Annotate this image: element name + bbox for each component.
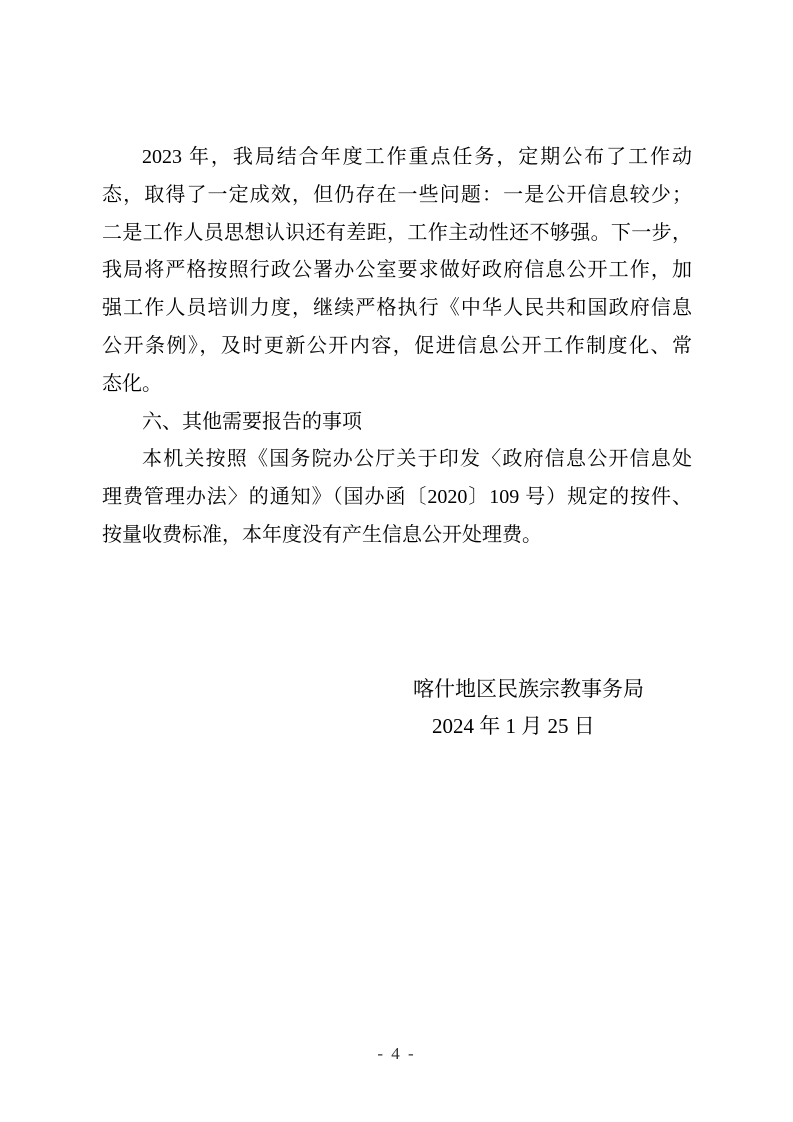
paragraph-line: 态，取得了一定成效，但仍存在一些问题：一是公开信息较少；: [102, 183, 692, 206]
paragraph-line: 强工作人员培训力度，继续严格执行《中华人民共和国政府信息: [102, 297, 692, 320]
paragraph-line: 理费管理办法〉的通知》（国办函〔2020〕109 号）规定的按件、: [102, 486, 692, 509]
page-number: - 4 -: [377, 1044, 416, 1063]
paragraph-line: 我局将严格按照行政公署办公室要求做好政府信息公开工作，加: [102, 259, 692, 282]
signature-organization: 喀什地区民族宗教事务局: [413, 677, 644, 701]
paragraph-line: 按量收费标准，本年度没有产生信息公开处理费。: [102, 523, 542, 546]
paragraph-line: 2023 年，我局结合年度工作重点任务，定期公布了工作动: [142, 146, 692, 168]
paragraph-summary: [102, 139, 692, 404]
paragraph-line: 本机关按照《国务院办公厅关于印发〈政府信息公开信息处: [142, 448, 692, 471]
section-heading: 六、其他需要报告的事项: [142, 410, 362, 433]
paragraph-line: 二是工作人员思想认识还有差距，工作主动性还不够强。下一步，: [102, 221, 692, 244]
signature-date: 2024 年 1 月 25 日: [432, 714, 595, 738]
paragraph-fees: [102, 441, 692, 554]
document-body: [102, 139, 692, 555]
paragraph-line: 公开条例》，及时更新公开内容，促进信息公开工作制度化、常: [102, 334, 692, 357]
paragraph-line: 态化。: [102, 372, 162, 395]
